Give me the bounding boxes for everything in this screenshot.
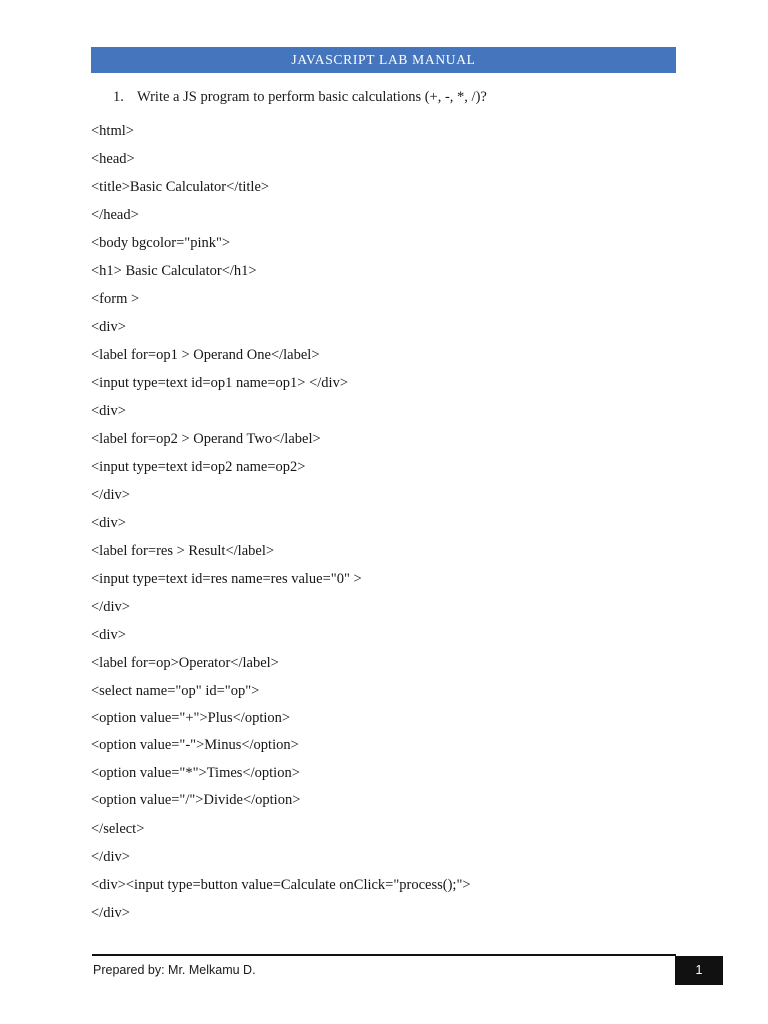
code-line: <option value="-">Minus</option> bbox=[91, 737, 299, 754]
question-text: Write a JS program to perform basic calculations (+, -, *, /)? bbox=[137, 89, 487, 105]
code-line: <option value="*">Times</option> bbox=[91, 764, 300, 781]
page-number-box bbox=[675, 956, 723, 985]
code-line: </select> bbox=[91, 820, 145, 837]
code-listing bbox=[91, 117, 701, 927]
footer-prepared-by: Prepared by: Mr. Melkamu D. bbox=[93, 963, 256, 977]
code-line: <select name="op" id="op"> bbox=[91, 683, 260, 699]
code-line: <label for=op1 > Operand One</label> bbox=[91, 347, 320, 363]
code-line: <input type=text id=res name=res value="0" > bbox=[91, 571, 362, 587]
code-line: </div> bbox=[91, 848, 130, 865]
code-line: <div> bbox=[91, 515, 126, 531]
footer-divider bbox=[92, 954, 676, 956]
code-line: <input type=text id=op2 name=op2> bbox=[91, 459, 306, 475]
code-line: </div> bbox=[91, 487, 130, 503]
code-line: <label for=op2 > Operand Two</label> bbox=[91, 431, 321, 447]
code-line: <div> bbox=[91, 319, 126, 335]
code-line: </div> bbox=[91, 904, 130, 921]
code-line: <head> bbox=[91, 151, 135, 167]
code-line: <body bgcolor="pink"> bbox=[91, 235, 231, 251]
code-line: <title>Basic Calculator</title> bbox=[91, 179, 270, 195]
code-line: <div> bbox=[91, 403, 126, 419]
code-line: </head> bbox=[91, 207, 139, 223]
header-banner bbox=[91, 47, 676, 73]
code-line: <h1> Basic Calculator</h1> bbox=[91, 263, 257, 279]
code-line: <input type=text id=op1 name=op1> </div> bbox=[91, 375, 348, 391]
code-line: <div><input type=button value=Calculate onClick="process();"> bbox=[91, 876, 471, 893]
code-line: </div> bbox=[91, 599, 130, 615]
code-line: <html> bbox=[91, 123, 134, 139]
code-line: <form > bbox=[91, 291, 140, 307]
code-line: <label for=op>Operator</label> bbox=[91, 655, 279, 671]
code-line: <option value="+">Plus</option> bbox=[91, 710, 291, 726]
question-number: 1. bbox=[113, 89, 124, 105]
code-line: <div> bbox=[91, 627, 126, 643]
question-item bbox=[91, 89, 691, 106]
page-number: 1 bbox=[695, 963, 703, 978]
code-line: <option value="/">Divide</option> bbox=[91, 792, 301, 809]
code-line: <label for=res > Result</label> bbox=[91, 543, 275, 559]
page-title: JAVASCRIPT LAB MANUAL bbox=[291, 52, 476, 68]
